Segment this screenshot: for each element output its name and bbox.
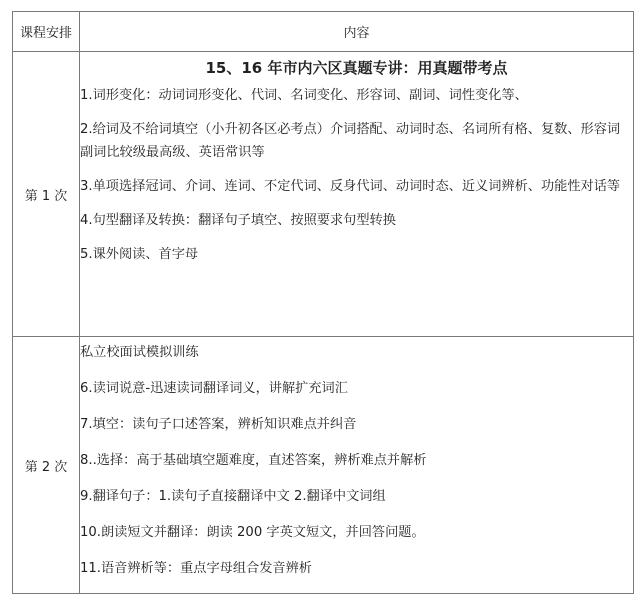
list-item: 9.翻译句子：1.读句子直接翻译中文 2.翻译中文词组 <box>80 489 386 504</box>
list-item: 1.词形变化：动词词形变化、代词、名词变化、形容词、副词、词性变化等、 <box>80 88 528 103</box>
list-item: 8..选择：高于基础填空题难度，直述答案，辨析难点并解析 <box>80 453 427 468</box>
session-label: 第 2 次 <box>13 337 80 594</box>
table-row <box>13 337 634 594</box>
list-item: 2.给词及不给词填空（小升初各区必考点）介词搭配、动词时态、名词所有格、复数、形容词副词比较级最高级、英语常识等 <box>80 122 621 160</box>
list-item: 5.课外阅读、首字母 <box>80 247 199 262</box>
list-item: 6.读词说意-迅速读词翻译词义，讲解扩充词汇 <box>80 381 348 396</box>
session-heading: 15、16 年市内六区真题专讲：用真题带考点 <box>205 59 508 77</box>
list-item: 3.单项选择冠词、介词、连词、不定代词、反身代词、动词时态、近义词辨析、功能性对话等 <box>80 179 621 194</box>
session-content <box>80 52 634 337</box>
session-content <box>80 337 634 594</box>
list-item: 私立校面试模拟训练 <box>80 345 199 360</box>
list-item: 10.朗读短文并翻译：朗读 200 字英文短文，并回答问题。 <box>80 525 425 540</box>
header-content: 内容 <box>80 12 634 52</box>
table-header-row <box>13 12 634 52</box>
session-label: 第 1 次 <box>13 52 80 337</box>
header-course-arrangement: 课程安排 <box>13 12 80 52</box>
list-item: 7.填空：读句子口述答案，辨析知识难点并纠音 <box>80 417 357 432</box>
list-item: 4.句型翻译及转换：翻译句子填空、按照要求句型转换 <box>80 213 396 228</box>
table-row <box>13 52 634 337</box>
course-schedule-table <box>12 11 634 594</box>
list-item: 11.语音辨析等：重点字母组合发音辨析 <box>80 561 312 576</box>
